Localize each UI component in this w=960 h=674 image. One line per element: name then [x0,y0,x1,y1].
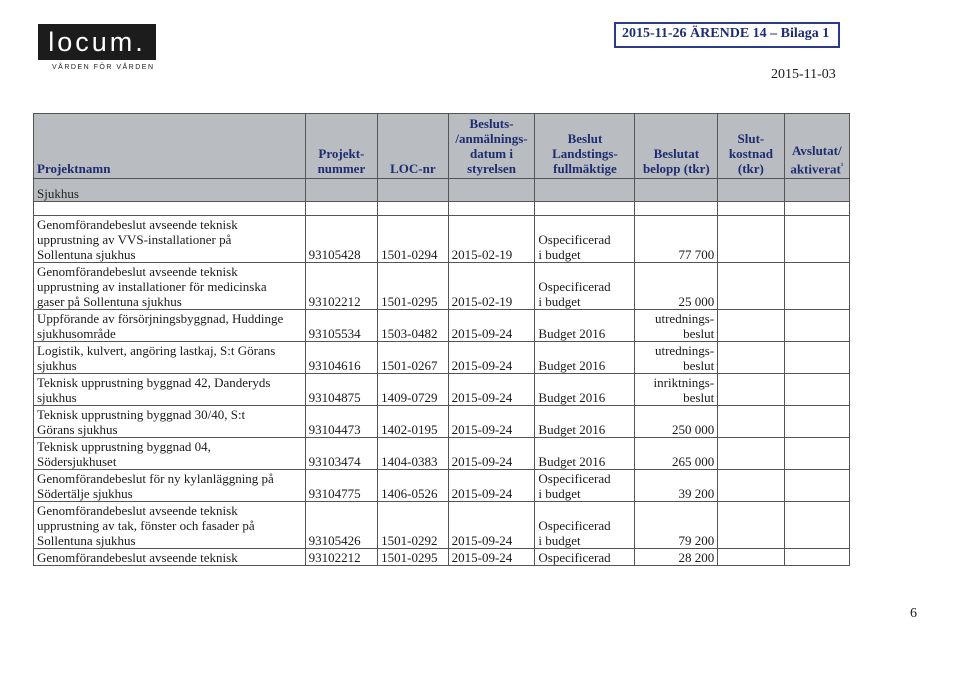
reference-label: 2015-11-26 ÄRENDE 14 – Bilaga 1 [622,26,830,41]
final-cost-cell [718,470,784,502]
amount-cell: 28 200 [635,549,718,566]
council-decision-cell: Budget 2016 [535,438,635,470]
table-row [34,310,850,342]
decision-date-cell: 2015-09-24 [448,470,535,502]
amount-cell: utrednings- beslut [635,342,718,374]
amount-cell: inriktnings- beslut [635,374,718,406]
completed-cell [784,263,849,310]
amount-cell: 25 000 [635,263,718,310]
loc-number-cell: 1501-0295 [378,263,448,310]
project-number-cell: 93104616 [305,342,378,374]
project-name-cell: Genomförandebeslut avseende teknisk [34,549,306,566]
council-decision-cell: Ospecificerad i budget [535,263,635,310]
table-row [34,263,850,310]
loc-number-cell: 1501-0292 [378,502,448,549]
page-number: 6 [910,606,917,621]
final-cost-cell [718,549,784,566]
project-number-cell: 93104775 [305,470,378,502]
council-decision-cell: Ospecificerad i budget [535,470,635,502]
final-cost-cell [718,374,784,406]
project-name-cell: Teknisk upprustning byggnad 42, Danderyds sjukhus [34,374,306,406]
final-cost-cell [718,263,784,310]
project-name-cell: Teknisk upprustning byggnad 04, Södersjukhuset [34,438,306,470]
column-header: LOC-nr [378,114,448,179]
table-body [34,202,850,566]
completed-cell [784,549,849,566]
project-number-cell: 93105426 [305,502,378,549]
amount-cell: 265 000 [635,438,718,470]
completed-cell [784,470,849,502]
completed-cell [784,342,849,374]
loc-number-cell: 1501-0295 [378,549,448,566]
project-number-cell: 93104875 [305,374,378,406]
table-row [34,502,850,549]
amount-cell: utrednings- beslut [635,310,718,342]
project-number-cell: 93105428 [305,216,378,263]
decision-date-cell: 2015-09-24 [448,374,535,406]
project-number-cell: 93105534 [305,310,378,342]
final-cost-cell [718,216,784,263]
loc-number-cell: 1501-0294 [378,216,448,263]
table-row [34,374,850,406]
completed-cell [784,438,849,470]
column-header: Projektnamn [34,114,306,179]
project-name-cell: Uppförande av försörjningsbyggnad, Huddinge sjukhusområde [34,310,306,342]
project-name-cell: Genomförandebeslut avseende teknisk upprustning av installationer för medicinska gaser på Sollentuna sjukhus [34,263,306,310]
column-header: Slut- kostnad (tkr) [718,114,784,179]
project-number-cell: 93102212 [305,549,378,566]
project-name-cell: Genomförandebeslut för ny kylanläggning på Södertälje sjukhus [34,470,306,502]
project-name-cell: Logistik, kulvert, angöring lastkaj, S:t Görans sjukhus [34,342,306,374]
council-decision-cell: Budget 2016 [535,406,635,438]
section-label: Sjukhus [34,179,306,202]
column-header: Beslut Landstings- fullmäktige [535,114,635,179]
project-number-cell: 93104473 [305,406,378,438]
decision-date-cell: 2015-09-24 [448,342,535,374]
column-header: Besluts- /anmälnings- datum i styrelsen [448,114,535,179]
completed-cell [784,406,849,438]
decision-date-cell: 2015-09-24 [448,406,535,438]
project-name-cell: Genomförandebeslut avseende teknisk upprustning av VVS-installationer på Sollentuna sjukhus [34,216,306,263]
amount-cell: 39 200 [635,470,718,502]
table-row [34,406,850,438]
council-decision-cell: Ospecificerad i budget [535,216,635,263]
loc-number-cell: 1501-0267 [378,342,448,374]
final-cost-cell [718,406,784,438]
document-date: 2015-11-03 [771,67,836,82]
decision-date-cell: 2015-09-24 [448,310,535,342]
table-row [34,438,850,470]
amount-cell: 77 700 [635,216,718,263]
loc-number-cell: 1404-0383 [378,438,448,470]
council-decision-cell: Budget 2016 [535,310,635,342]
table-row [34,342,850,374]
project-table [33,113,850,566]
amount-cell: 79 200 [635,502,718,549]
column-header: Beslutat belopp (tkr) [635,114,718,179]
table-subheader-row [34,179,850,202]
project-name-cell: Genomförandebeslut avseende teknisk upprustning av tak, fönster och fasader på Sollentuna sjukhus [34,502,306,549]
council-decision-cell: Budget 2016 [535,342,635,374]
amount-cell: 250 000 [635,406,718,438]
final-cost-cell [718,502,784,549]
column-header: Projekt- nummer [305,114,378,179]
final-cost-cell [718,342,784,374]
decision-date-cell: 2015-02-19 [448,216,535,263]
completed-cell [784,310,849,342]
project-number-cell: 93102212 [305,263,378,310]
council-decision-cell: Ospecificerad i budget [535,502,635,549]
final-cost-cell [718,438,784,470]
loc-number-cell: 1503-0482 [378,310,448,342]
loc-number-cell: 1409-0729 [378,374,448,406]
locum-logo: locum. [38,24,156,60]
completed-cell [784,216,849,263]
project-name-cell: Teknisk upprustning byggnad 30/40, S:t Görans sjukhus [34,406,306,438]
table-row [34,470,850,502]
loc-number-cell: 1406-0526 [378,470,448,502]
loc-number-cell: 1402-0195 [378,406,448,438]
table-header-row [34,114,850,179]
decision-date-cell: 2015-02-19 [448,263,535,310]
column-header: Avslutat/ aktiverat$^{^1}$ [784,114,849,179]
decision-date-cell: 2015-09-24 [448,549,535,566]
project-number-cell: 93103474 [305,438,378,470]
table-row [34,216,850,263]
completed-cell [784,502,849,549]
council-decision-cell: Ospecificerad [535,549,635,566]
decision-date-cell: 2015-09-24 [448,438,535,470]
decision-date-cell: 2015-09-24 [448,502,535,549]
table-row [34,549,850,566]
logo-tagline: VÅRDEN FÖR VÅRDEN [52,64,155,71]
final-cost-cell [718,310,784,342]
completed-cell [784,374,849,406]
council-decision-cell: Budget 2016 [535,374,635,406]
